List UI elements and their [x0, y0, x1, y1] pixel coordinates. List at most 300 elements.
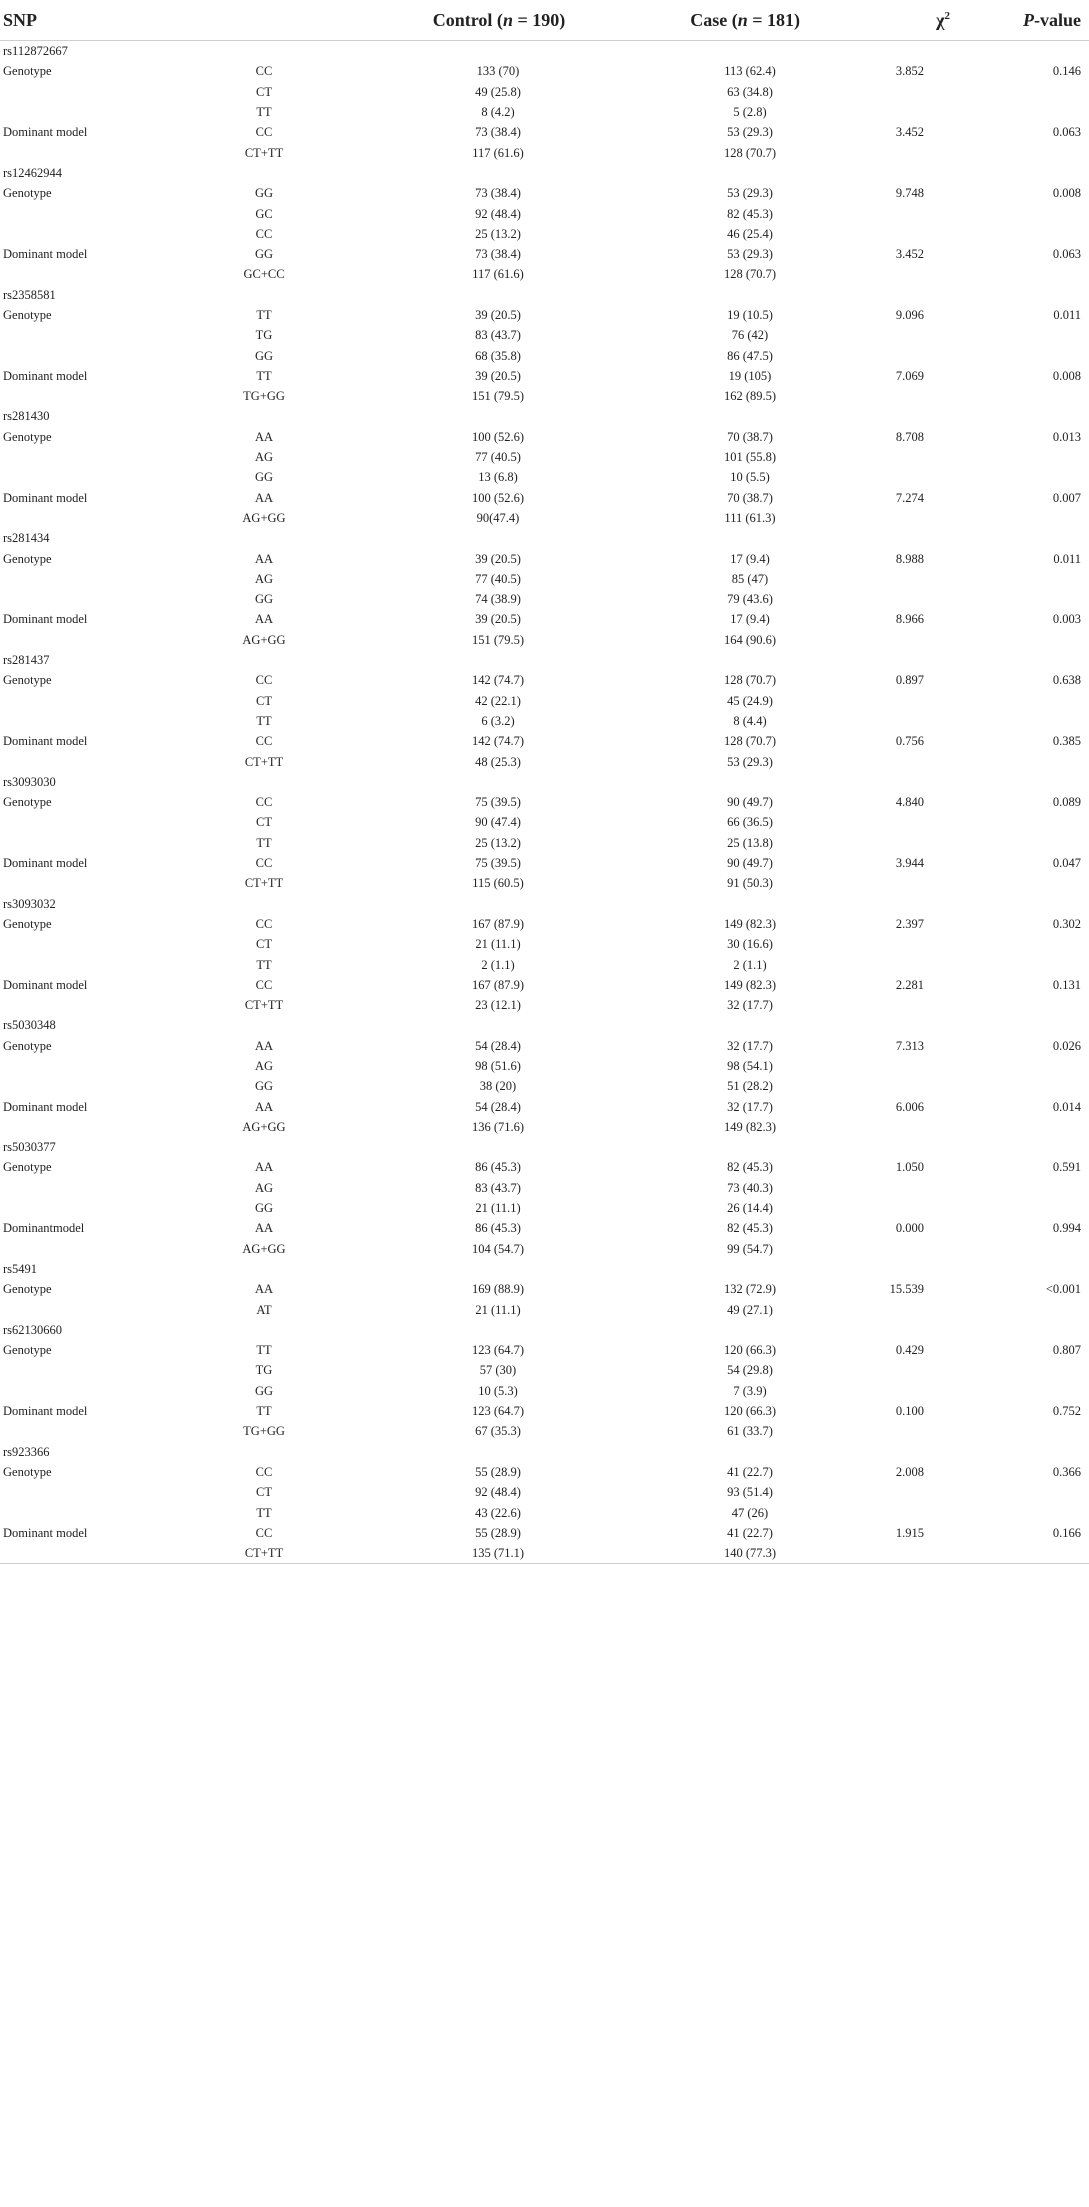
cell-control: 73 (38.4)	[475, 125, 521, 140]
cell-snp-or-model: rs5030348	[3, 1018, 56, 1033]
cell-case: 70 (38.7)	[727, 490, 773, 505]
cell-p-value: 0.131	[1052, 977, 1081, 992]
cell-p-value	[960, 386, 1089, 406]
cell-genotype: GG	[254, 1079, 274, 1094]
cell-case: 93 (51.4)	[727, 1485, 773, 1500]
cell-genotype: AG+GG	[242, 1241, 286, 1256]
cell-snp-or-model	[0, 934, 180, 954]
table-row	[0, 1299, 1089, 1319]
cell-chi-square: 1.050	[895, 1160, 924, 1175]
cell-chi-square	[820, 630, 960, 650]
cell-case: 32 (17.7)	[727, 998, 773, 1013]
header-control-n: n	[502, 9, 513, 30]
cell-chi-square	[820, 1015, 960, 1035]
cell-snp-or-model	[0, 1178, 180, 1198]
cell-genotype: GC	[255, 206, 273, 221]
table-header	[0, 0, 1089, 41]
cell-case: 86 (47.5)	[727, 348, 773, 363]
cell-chi-square	[820, 650, 960, 670]
header-case-n: n	[737, 9, 748, 30]
cell-p-value: 0.063	[1052, 247, 1081, 262]
cell-snp-or-model: Genotype	[3, 795, 52, 810]
table-row	[0, 1502, 1089, 1522]
table-row	[0, 1096, 1089, 1116]
cell-case: 8 (4.4)	[733, 713, 767, 728]
cell-p-value	[960, 1259, 1089, 1279]
cell-control: 123 (64.7)	[471, 1343, 525, 1358]
header-p-prefix: P	[1023, 9, 1034, 30]
cell-snp-or-model: rs5491	[3, 1261, 38, 1276]
cell-snp-or-model: Genotype	[3, 186, 52, 201]
cell-p-value	[960, 1015, 1089, 1035]
cell-control: 115 (60.5)	[472, 876, 524, 891]
cell-chi-square	[820, 833, 960, 853]
cell-control: 48 (25.3)	[475, 754, 521, 769]
cell-case: 30 (16.6)	[727, 937, 773, 952]
cell-genotype: AA	[254, 429, 274, 444]
table-row	[0, 609, 1089, 629]
cell-p-value: <0.001	[1045, 1282, 1081, 1297]
cell-snp-or-model: Dominant model	[3, 125, 88, 140]
cell-chi-square: 3.944	[895, 856, 924, 871]
cell-control: 90 (47.4)	[475, 815, 521, 830]
cell-chi-square: 8.708	[895, 429, 924, 444]
table-row	[0, 1117, 1089, 1137]
cell-genotype: GG	[254, 592, 274, 607]
cell-control: 39 (20.5)	[475, 612, 521, 627]
cell-case: 41 (22.7)	[727, 1464, 773, 1479]
cell-genotype: CC	[255, 856, 273, 871]
table-row	[0, 1401, 1089, 1421]
cell-snp-or-model	[0, 1360, 180, 1380]
cell-chi-square	[820, 1117, 960, 1137]
header-chi-base: χ	[936, 9, 945, 30]
cell-p-value: 0.008	[1052, 186, 1081, 201]
cell-genotype: CC	[255, 226, 273, 241]
cell-chi-square	[820, 102, 960, 122]
cell-chi-square	[820, 1259, 960, 1279]
cell-genotype: CT	[256, 815, 272, 830]
cell-snp-or-model: Genotype	[3, 1160, 52, 1175]
cell-p-value: 0.591	[1052, 1160, 1081, 1175]
cell-case: 111 (61.3)	[724, 510, 776, 525]
cell-p-value: 0.166	[1052, 1525, 1081, 1540]
cell-genotype: CT+TT	[244, 876, 284, 891]
cell-case: 63 (34.8)	[727, 84, 773, 99]
cell-p-value: 0.994	[1052, 1221, 1081, 1236]
cell-snp-or-model	[0, 569, 180, 589]
cell-control: 135 (71.1)	[320, 1543, 620, 1564]
cell-chi-square	[820, 447, 960, 467]
cell-snp-or-model	[0, 102, 180, 122]
cell-chi-square	[820, 1421, 960, 1441]
cell-p-value	[960, 630, 1089, 650]
cell-chi-square: 8.988	[895, 551, 924, 566]
cell-control: 21 (11.1)	[475, 937, 521, 952]
cell-case: 140 (77.3)	[620, 1543, 820, 1564]
cell-genotype: TT	[256, 1404, 272, 1419]
cell-chi-square	[820, 345, 960, 365]
cell-case: 99 (54.7)	[727, 1241, 773, 1256]
cell-p-value: 0.011	[1053, 551, 1081, 566]
table-row	[0, 305, 1089, 325]
cell-p-value: 0.302	[1052, 916, 1081, 931]
table-row	[0, 1421, 1089, 1441]
cell-p-value	[960, 1482, 1089, 1502]
table-row	[0, 264, 1089, 284]
cell-snp-or-model: rs3093030	[3, 774, 56, 789]
cell-control	[320, 41, 620, 62]
cell-control: 49 (25.8)	[475, 84, 521, 99]
cell-chi-square	[820, 893, 960, 913]
table-row	[0, 1157, 1089, 1177]
table-row	[0, 285, 1089, 305]
cell-genotype: TT	[256, 1505, 272, 1520]
cell-p-value	[960, 995, 1089, 1015]
cell-snp-or-model: rs2358581	[3, 287, 56, 302]
cell-genotype	[180, 163, 320, 183]
cell-p-value: 0.011	[1053, 308, 1081, 322]
table-row	[0, 691, 1089, 711]
cell-genotype: TT	[256, 308, 272, 322]
cell-chi-square: 2.008	[895, 1464, 924, 1479]
cell-control	[320, 163, 620, 183]
table-row	[0, 1482, 1089, 1502]
cell-p-value: 0.047	[1052, 856, 1081, 871]
cell-snp-or-model	[0, 1076, 180, 1096]
cell-case: 53 (29.3)	[727, 754, 773, 769]
cell-snp-or-model: rs62130660	[3, 1322, 63, 1337]
cell-chi-square	[820, 264, 960, 284]
table-row	[0, 1543, 1089, 1564]
cell-p-value	[960, 691, 1089, 711]
cell-case: 128 (70.7)	[723, 734, 777, 749]
cell-snp-or-model	[0, 82, 180, 102]
cell-control: 13 (6.8)	[478, 470, 518, 485]
cell-chi-square	[820, 1178, 960, 1198]
cell-genotype: TG	[255, 328, 273, 343]
cell-chi-square: 9.096	[895, 308, 924, 322]
cell-case: 128 (70.7)	[723, 267, 777, 282]
cell-snp-or-model	[0, 264, 180, 284]
cell-p-value	[960, 569, 1089, 589]
cell-genotype: GG	[254, 186, 274, 201]
cell-chi-square	[820, 203, 960, 223]
cell-snp-or-model: Dominant model	[3, 1099, 88, 1114]
cell-chi-square	[820, 1543, 960, 1564]
table-row	[0, 1441, 1089, 1461]
table-row	[0, 1137, 1089, 1157]
cell-snp-or-model: Genotype	[3, 1464, 52, 1479]
cell-p-value	[960, 1381, 1089, 1401]
table-row	[0, 1320, 1089, 1340]
cell-genotype: AG+GG	[242, 632, 286, 647]
cell-p-value	[960, 1239, 1089, 1259]
cell-p-value	[960, 812, 1089, 832]
cell-chi-square	[820, 995, 960, 1015]
cell-control: 92 (48.4)	[475, 1485, 521, 1500]
cell-p-value	[960, 1056, 1089, 1076]
cell-case: 132 (72.9)	[723, 1282, 777, 1297]
cell-snp-or-model: rs281437	[3, 653, 50, 668]
cell-chi-square	[820, 41, 960, 62]
cell-p-value: 0.146	[1052, 64, 1081, 79]
cell-genotype: TT	[256, 105, 272, 120]
cell-genotype: AA	[254, 1038, 274, 1053]
cell-snp-or-model	[0, 1198, 180, 1218]
cell-p-value	[960, 447, 1089, 467]
table-row	[0, 1056, 1089, 1076]
cell-genotype: CT	[256, 1485, 272, 1500]
cell-snp-or-model	[0, 1502, 180, 1522]
cell-control: 151 (79.5)	[471, 389, 525, 404]
cell-genotype: AA	[254, 1160, 274, 1175]
cell-chi-square	[820, 711, 960, 731]
cell-case: 120 (66.3)	[723, 1343, 777, 1358]
cell-snp-or-model: Genotype	[3, 429, 52, 444]
cell-chi-square: 3.852	[895, 64, 924, 79]
cell-case: 41 (22.7)	[727, 1525, 773, 1540]
header-case-prefix: Case (	[690, 9, 738, 30]
table-row	[0, 122, 1089, 142]
cell-case	[620, 1259, 820, 1279]
cell-p-value	[960, 751, 1089, 771]
cell-genotype	[180, 406, 320, 426]
cell-genotype: AG	[254, 450, 274, 465]
cell-case	[620, 893, 820, 913]
cell-snp-or-model: Genotype	[3, 64, 52, 79]
cell-chi-square	[820, 751, 960, 771]
cell-chi-square: 1.915	[895, 1525, 924, 1540]
table-row	[0, 386, 1089, 406]
cell-chi-square: 7.069	[895, 368, 924, 383]
cell-p-value	[960, 508, 1089, 528]
cell-genotype: AG+GG	[242, 1119, 286, 1134]
table-row	[0, 792, 1089, 812]
cell-genotype: AT	[256, 1302, 272, 1317]
cell-case	[620, 1441, 820, 1461]
cell-snp-or-model: Dominant model	[3, 368, 88, 383]
cell-genotype: CC	[255, 1525, 273, 1540]
cell-control: 136 (71.6)	[471, 1119, 525, 1134]
cell-control: 83 (43.7)	[475, 328, 521, 343]
header-snp-text: SNP	[3, 9, 38, 30]
cell-control: 100 (52.6)	[471, 490, 525, 505]
cell-control: 151 (79.5)	[471, 632, 525, 647]
table-row	[0, 61, 1089, 81]
cell-p-value: 0.638	[1052, 673, 1081, 688]
cell-snp-or-model: Genotype	[3, 916, 52, 931]
cell-control: 73 (38.4)	[475, 247, 521, 262]
table-row	[0, 142, 1089, 162]
cell-snp-or-model	[0, 1056, 180, 1076]
cell-case: 51 (28.2)	[727, 1079, 773, 1094]
cell-chi-square	[820, 386, 960, 406]
cell-snp-or-model	[0, 203, 180, 223]
cell-control: 83 (43.7)	[475, 1180, 521, 1195]
cell-chi-square: 15.539	[889, 1282, 924, 1297]
cell-case: 19 (10.5)	[727, 308, 773, 322]
cell-case: 25 (13.8)	[727, 835, 773, 850]
cell-case: 26 (14.4)	[727, 1201, 773, 1216]
cell-case: 47 (26)	[731, 1505, 769, 1520]
cell-genotype	[180, 1259, 320, 1279]
table-row	[0, 630, 1089, 650]
cell-genotype: AG	[254, 571, 274, 586]
cell-case	[620, 650, 820, 670]
cell-snp-or-model	[0, 142, 180, 162]
cell-snp-or-model: Genotype	[3, 673, 52, 688]
cell-control: 23 (12.1)	[475, 998, 521, 1013]
cell-case: 7 (3.9)	[733, 1383, 767, 1398]
cell-genotype: GG	[254, 1201, 274, 1216]
cell-genotype: CC	[255, 734, 273, 749]
table-row	[0, 650, 1089, 670]
cell-genotype: GG	[254, 247, 274, 262]
cell-snp-or-model: Dominant model	[3, 1404, 88, 1419]
header-p-value	[960, 0, 1089, 41]
table-row	[0, 528, 1089, 548]
table-row	[0, 163, 1089, 183]
cell-control: 54 (28.4)	[475, 1099, 521, 1114]
cell-genotype: AG	[254, 1058, 274, 1073]
cell-p-value	[960, 406, 1089, 426]
cell-control	[320, 1015, 620, 1035]
cell-p-value: 0.013	[1052, 429, 1081, 444]
cell-chi-square	[820, 82, 960, 102]
cell-case: 128 (70.7)	[723, 673, 777, 688]
table-row	[0, 41, 1089, 62]
cell-chi-square: 8.966	[895, 612, 924, 627]
cell-genotype: TT	[256, 957, 272, 972]
cell-p-value: 0.385	[1052, 734, 1081, 749]
cell-chi-square	[820, 934, 960, 954]
cell-case: 53 (29.3)	[727, 247, 773, 262]
table-row	[0, 1340, 1089, 1360]
cell-genotype	[180, 1137, 320, 1157]
cell-snp-or-model	[0, 1381, 180, 1401]
cell-control: 54 (28.4)	[475, 1038, 521, 1053]
cell-control: 90(47.4)	[476, 510, 520, 525]
cell-p-value	[960, 203, 1089, 223]
cell-p-value	[960, 224, 1089, 244]
cell-control: 39 (20.5)	[475, 551, 521, 566]
cell-chi-square: 0.897	[895, 673, 924, 688]
cell-case: 98 (54.1)	[727, 1058, 773, 1073]
table-row	[0, 548, 1089, 568]
cell-p-value	[960, 1178, 1089, 1198]
cell-control: 117 (61.6)	[472, 267, 524, 282]
table-row	[0, 1279, 1089, 1299]
table-row	[0, 102, 1089, 122]
cell-genotype: TT	[256, 835, 272, 850]
cell-case	[620, 163, 820, 183]
cell-p-value	[960, 1299, 1089, 1319]
header-control-prefix: Control (	[432, 9, 503, 30]
cell-snp-or-model	[0, 1482, 180, 1502]
cell-case	[620, 406, 820, 426]
cell-snp-or-model	[0, 873, 180, 893]
cell-chi-square: 0.100	[895, 1404, 924, 1419]
cell-snp-or-model: rs12462944	[3, 165, 63, 180]
table-row	[0, 203, 1089, 223]
cell-p-value	[960, 163, 1089, 183]
cell-genotype: CT+TT	[244, 998, 284, 1013]
cell-chi-square: 4.840	[895, 795, 924, 810]
cell-genotype	[180, 772, 320, 792]
cell-genotype: AG+GG	[242, 510, 286, 525]
table-row	[0, 366, 1089, 386]
cell-p-value	[960, 1320, 1089, 1340]
table-row	[0, 1360, 1089, 1380]
cell-snp-or-model	[0, 1239, 180, 1259]
cell-control: 75 (39.5)	[475, 856, 521, 871]
cell-snp-or-model	[0, 447, 180, 467]
cell-genotype: AA	[254, 1282, 274, 1297]
cell-chi-square	[820, 569, 960, 589]
cell-control: 67 (35.3)	[475, 1424, 521, 1439]
cell-genotype: GG	[254, 348, 274, 363]
cell-p-value: 0.003	[1052, 612, 1081, 627]
cell-genotype: CT+TT	[244, 754, 284, 769]
cell-p-value	[960, 833, 1089, 853]
cell-snp-or-model	[0, 345, 180, 365]
table-row	[0, 670, 1089, 690]
cell-snp-or-model: rs3093032	[3, 896, 56, 911]
table-row	[0, 589, 1089, 609]
cell-genotype: CT+TT	[244, 145, 284, 160]
cell-case: 53 (29.3)	[727, 186, 773, 201]
table-row	[0, 1239, 1089, 1259]
cell-control	[320, 772, 620, 792]
cell-p-value	[960, 41, 1089, 62]
cell-genotype: CT+TT	[180, 1543, 320, 1564]
cell-snp-or-model	[0, 954, 180, 974]
cell-chi-square	[820, 1381, 960, 1401]
table-row	[0, 244, 1089, 264]
table-row	[0, 82, 1089, 102]
table-row	[0, 224, 1089, 244]
cell-snp-or-model: Genotype	[3, 551, 52, 566]
cell-p-value	[960, 589, 1089, 609]
cell-genotype: CC	[255, 64, 273, 79]
cell-p-value	[960, 1117, 1089, 1137]
cell-control	[320, 1259, 620, 1279]
cell-snp-or-model: Genotype	[3, 1038, 52, 1053]
cell-control	[320, 893, 620, 913]
table-row	[0, 1218, 1089, 1238]
cell-control: 77 (40.5)	[475, 571, 521, 586]
cell-control: 92 (48.4)	[475, 206, 521, 221]
cell-chi-square	[820, 691, 960, 711]
cell-chi-square	[820, 142, 960, 162]
table-row	[0, 751, 1089, 771]
cell-chi-square: 6.006	[895, 1099, 924, 1114]
cell-control: 38 (20)	[479, 1079, 517, 1094]
cell-snp-or-model: Dominant model	[3, 612, 88, 627]
table-row	[0, 1381, 1089, 1401]
cell-snp-or-model	[0, 1543, 180, 1564]
cell-snp-or-model: Dominant model	[3, 490, 88, 505]
header-case-suffix: = 181)	[747, 9, 800, 30]
table-row	[0, 812, 1089, 832]
cell-p-value	[960, 102, 1089, 122]
cell-genotype: CC	[255, 977, 273, 992]
table-row	[0, 914, 1089, 934]
cell-snp-or-model	[0, 386, 180, 406]
cell-p-value	[960, 772, 1089, 792]
table-row	[0, 325, 1089, 345]
